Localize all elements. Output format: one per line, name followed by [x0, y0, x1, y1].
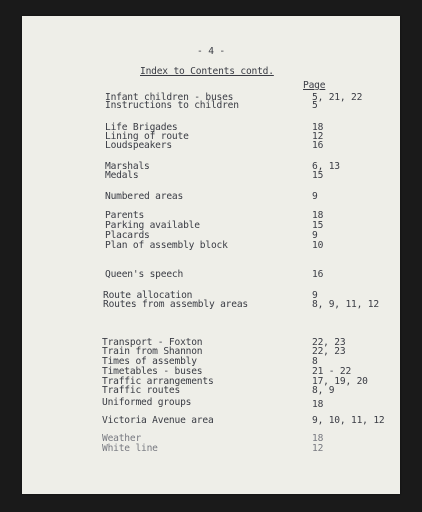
entry-label: Plan of assembly block: [105, 240, 228, 251]
entry-label: Medals: [105, 170, 139, 181]
entry-label: Weather: [102, 433, 142, 444]
entry-pages: 8, 9, 11, 12: [312, 299, 379, 310]
entry-pages: 18: [312, 399, 324, 410]
entry-label: Uniformed groups: [102, 397, 192, 408]
entry-pages: 9, 10, 11, 12: [312, 415, 385, 426]
entry-pages: 9: [312, 230, 318, 241]
entry-pages: 15: [312, 220, 324, 231]
entry-pages: 18: [312, 210, 324, 221]
index-title: Index to Contents contd.: [140, 66, 274, 77]
entry-pages: 12: [312, 131, 324, 142]
entry-pages: 17, 19, 20: [312, 376, 368, 387]
entry-pages: 21 - 22: [312, 366, 352, 377]
entry-label: Numbered areas: [105, 191, 184, 202]
page-column-header: Page: [303, 80, 326, 91]
entry-pages: 18: [312, 433, 324, 444]
entry-pages: 5: [312, 100, 318, 111]
entry-pages: 8, 9: [312, 385, 335, 396]
entry-pages: 22, 23: [312, 337, 346, 348]
entry-label: Traffic arrangements: [102, 376, 214, 387]
entry-label: Timetables - buses: [102, 366, 203, 377]
entry-label: White line: [102, 443, 158, 454]
entry-pages: 16: [312, 140, 324, 151]
entry-label: Routes from assembly areas: [103, 299, 248, 310]
entry-label: Transport - Foxton: [102, 337, 203, 348]
entry-label: Loudspeakers: [105, 140, 172, 151]
entry-label: Traffic routes: [102, 385, 181, 396]
entry-label: Parents: [105, 210, 145, 221]
entry-pages: 6, 13: [312, 161, 340, 172]
entry-pages: 10: [312, 240, 324, 251]
entry-label: Instructions to children: [105, 100, 239, 111]
entry-label: Placards: [105, 230, 150, 241]
entry-pages: 16: [312, 269, 324, 280]
entry-pages: 8: [312, 356, 318, 367]
entry-label: Life Brigades: [105, 122, 178, 133]
entry-pages: 18: [312, 122, 324, 133]
entry-pages: 15: [312, 170, 324, 181]
entry-pages: 12: [312, 443, 324, 454]
entry-pages: 9: [312, 191, 318, 202]
entry-label: Queen's speech: [105, 269, 184, 280]
entry-pages: 9: [312, 290, 318, 301]
entry-label: Parking available: [105, 220, 200, 231]
entry-pages: 5, 21, 22: [312, 92, 363, 103]
entry-pages: 22, 23: [312, 346, 346, 357]
document-page: [22, 16, 400, 494]
entry-label: Marshals: [105, 161, 150, 172]
entry-label: Lining of route: [105, 131, 189, 142]
entry-label: Train from Shannon: [102, 346, 203, 357]
entry-label: Times of assembly: [102, 356, 197, 367]
page-number: - 4 -: [197, 46, 225, 57]
entry-label: Infant children - buses: [105, 92, 234, 103]
entry-label: Victoria Avenue area: [102, 415, 214, 426]
entry-label: Route allocation: [103, 290, 193, 301]
